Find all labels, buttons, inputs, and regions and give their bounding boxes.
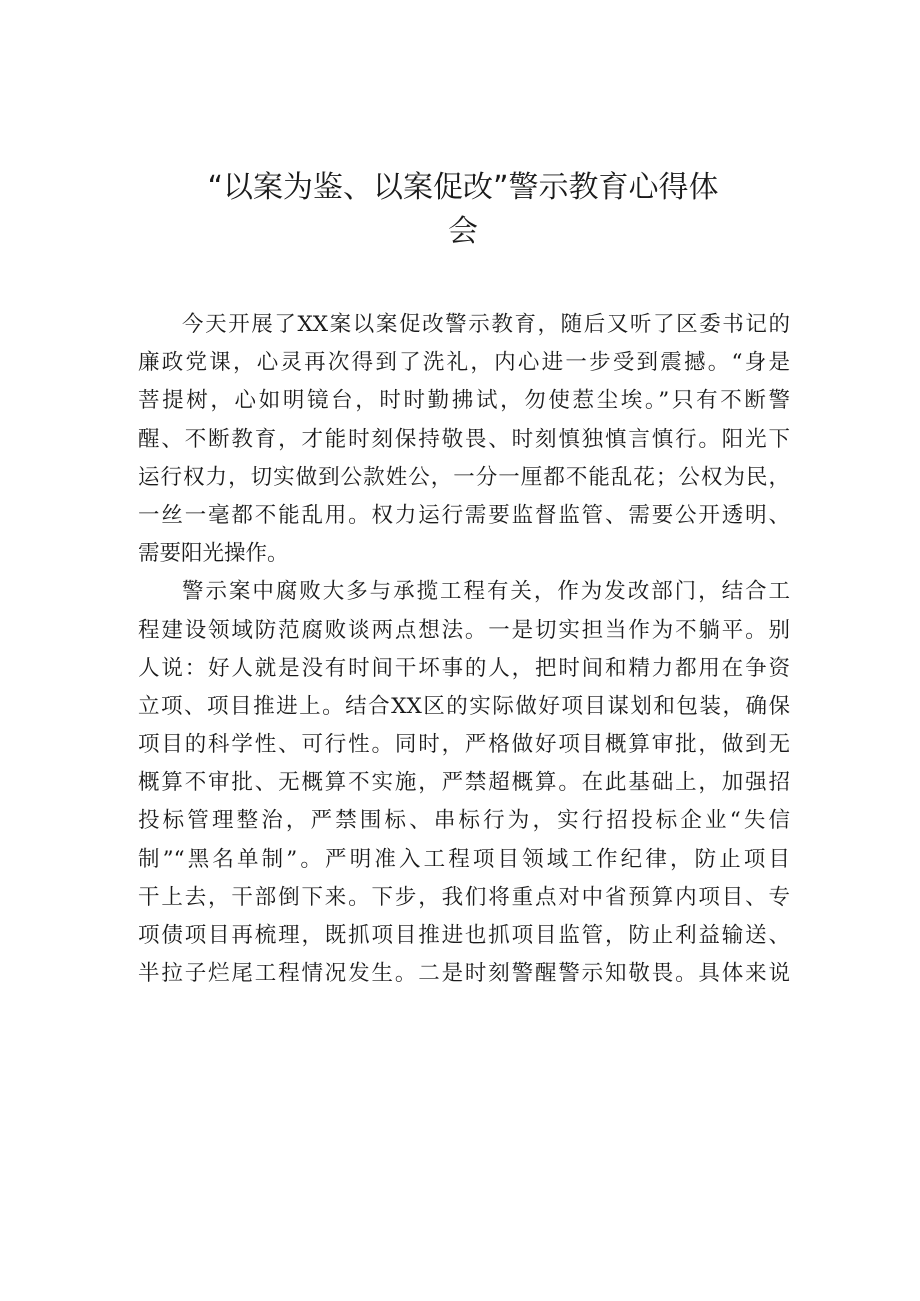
paragraph-2 [138, 573, 790, 993]
paragraph-line: 投标管理整治，严禁围标、串标行为，实行招投标企业“失信 [138, 808, 790, 834]
paragraph-line: 程建设领域防范腐败谈两点想法。一是切实担当作为不躺平。别 [138, 617, 790, 643]
paragraph-line: 半拉子烂尾工程情况发生。二是时刻警醒警示知敬畏。具体来说 [138, 961, 790, 987]
paragraph-line: 运行权力，切实做到公款姓公，一分一厘都不能乱花；公权为民， [138, 464, 790, 490]
paragraph-line: 今天开展了XX案以案促改警示教育，随后又听了区委书记的 [182, 312, 790, 337]
paragraph-line: 项目的科学性、可行性。同时，严格做好项目概算审批，做到无 [138, 732, 790, 758]
paragraph-line: 廉政党课，心灵再次得到了洗礼，内心进一步受到震撼。“身是 [138, 350, 790, 376]
paragraph-line: 菩提树，心如明镜台，时时勤拂试，勿使惹尘埃。”只有不断警 [138, 388, 790, 414]
title-line-1: “以案为鉴、以案促改”警示教育心得体 [207, 170, 719, 205]
paragraph-line: 一丝一毫都不能乱用。权力运行需要监督监管、需要公开透明、 [138, 502, 790, 528]
paragraph-line: 制”“黑名单制”。严明准入工程项目领域工作纪律，防止项目 [138, 846, 790, 872]
title-line-2: 会 [448, 214, 478, 249]
document-body [138, 306, 790, 993]
paragraph-line: 概算不审批、无概算不实施，严禁超概算。在此基础上，加强招 [138, 770, 790, 796]
paragraph-line: 立项、项目推进上。结合XX区的实际做好项目谋划和包装，确保 [138, 693, 790, 719]
paragraph-line: 需要阳光操作。 [138, 541, 289, 567]
paragraph-line: 醒、不断教育，才能时刻保持敬畏、时刻慎独慎言慎行。阳光下 [138, 426, 790, 452]
paragraph-line: 人说：好人就是没有时间干坏事的人，把时间和精力都用在争资 [138, 655, 790, 681]
paragraph-line: 干上去，干部倒下来。下步，我们将重点对中省预算内项目、专 [138, 884, 790, 910]
document-title [140, 166, 786, 254]
paragraph-line: 项债项目再梳理，既抓项目推进也抓项目监管，防止利益输送、 [138, 923, 790, 948]
paragraph-1 [138, 306, 790, 573]
paragraph-line: 警示案中腐败大多与承揽工程有关，作为发改部门，结合工 [182, 579, 790, 605]
